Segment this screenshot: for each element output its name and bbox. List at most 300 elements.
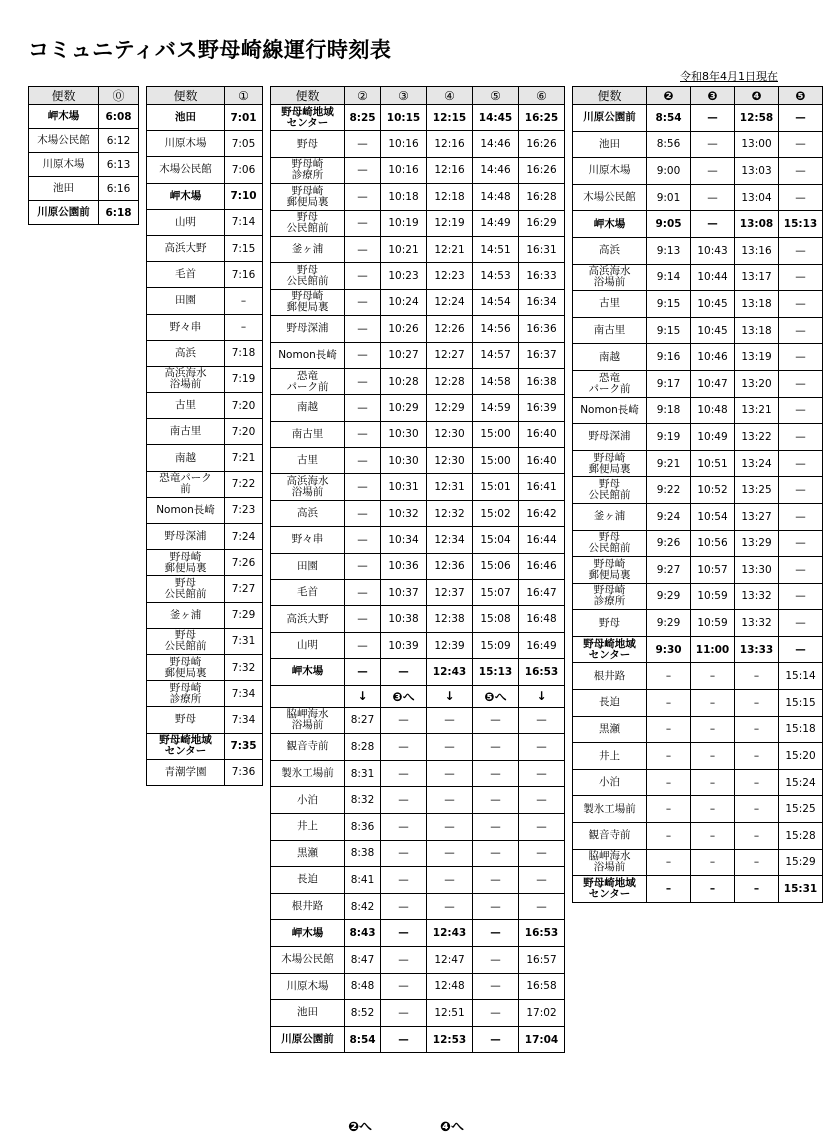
stop-name-cell: 恐竜パーク 前 [147,471,225,497]
time-cell: — [427,760,473,787]
time-cell: – [647,663,691,690]
table-header: ② [345,87,381,105]
time-cell: 10:56 [691,530,735,557]
time-cell: 10:30 [381,421,427,447]
stop-name-cell: 釜ヶ浦 [147,602,225,628]
table-row [573,823,823,850]
stop-name-cell: 南越 [147,445,225,471]
stop-name-cell: 黒瀬 [573,716,647,743]
transfer-note-5: ❺へ [473,685,519,707]
table-row [29,177,139,201]
time-cell: 7:18 [225,340,263,366]
time-cell: — [381,734,427,761]
table-header: ⓪ [99,87,139,105]
stop-name-cell: 南古里 [573,317,647,344]
time-cell: 13:17 [735,264,779,291]
time-cell: 16:33 [519,263,565,289]
stop-name-cell: 木場公民館 [147,157,225,183]
time-cell: 15:13 [779,211,823,238]
time-cell: 12:18 [427,184,473,210]
time-cell: – [225,288,263,314]
time-cell: — [473,946,519,973]
stop-name-cell: 脇岬海水 浴場前 [573,849,647,876]
time-cell: — [427,813,473,840]
time-cell: 7:22 [225,471,263,497]
stop-name-cell: 野母 [573,610,647,637]
table-row [271,210,565,236]
time-cell: 15:20 [779,743,823,770]
time-cell: 8:27 [345,707,381,734]
time-cell: — [473,840,519,867]
stop-name-cell: 毛首 [147,262,225,288]
time-cell: 15:28 [779,823,823,850]
table-row [147,262,263,288]
time-cell: — [779,370,823,397]
table-row [147,733,263,759]
stop-name-cell: 野母崎地域 センター [573,876,647,903]
table-row [271,787,565,814]
time-cell: — [381,1026,427,1053]
table-row [271,342,565,368]
time-cell: 13:19 [735,344,779,371]
table-header: 便数 [29,87,99,105]
timetable-return-trips [572,86,823,903]
stop-name-cell: 長迫 [573,690,647,717]
time-cell: 14:49 [473,210,519,236]
time-cell: 7:10 [225,183,263,209]
time-cell: 9:18 [647,397,691,424]
time-cell: 16:53 [519,920,565,947]
timetable-trip-1 [146,86,263,786]
time-cell: 10:30 [381,448,427,474]
stop-name-cell: 井上 [573,743,647,770]
time-cell: 8:47 [345,946,381,973]
continuation-cell: ↓ [345,685,381,707]
table-row [573,344,823,371]
time-cell: – [647,690,691,717]
time-cell: 14:51 [473,236,519,262]
time-cell: 10:48 [691,397,735,424]
stop-name-cell: 野母深浦 [147,524,225,550]
stop-name-cell: 野母 公民館前 [573,530,647,557]
time-cell: 11:00 [691,636,735,663]
time-cell: — [345,500,381,526]
time-cell: — [345,421,381,447]
table-row [573,557,823,584]
stop-name-cell: 南越 [271,395,345,421]
time-cell: – [735,743,779,770]
time-cell: — [381,707,427,734]
stop-name-cell: 田園 [147,288,225,314]
stop-name-cell: 野母深浦 [271,316,345,342]
table-row [147,288,263,314]
stop-name-cell: 野母崎 診療所 [271,157,345,183]
stop-name-cell: 野母崎 郵便局裏 [147,654,225,680]
table-row [147,524,263,550]
time-cell: – [647,849,691,876]
time-cell: – [691,769,735,796]
time-cell: 14:46 [473,157,519,183]
time-cell: — [427,893,473,920]
table-row [147,550,263,576]
table-row [147,419,263,445]
time-cell: – [735,663,779,690]
time-cell: 9:21 [647,450,691,477]
time-cell: — [345,580,381,606]
time-cell: 12:28 [427,368,473,394]
stop-name-cell: 野母崎地域 センター [573,636,647,663]
time-cell: – [647,876,691,903]
time-cell: 7:24 [225,524,263,550]
time-cell: 7:36 [225,759,263,785]
time-cell: 9:15 [647,317,691,344]
table-row [573,397,823,424]
table-header: ③ [381,87,427,105]
time-cell: – [735,796,779,823]
time-cell: – [647,743,691,770]
time-cell: 10:39 [381,632,427,658]
table-header: 便数 [147,87,225,105]
time-cell: 14:45 [473,105,519,131]
time-cell: 7:34 [225,707,263,733]
time-cell: 13:32 [735,610,779,637]
time-cell: 15:15 [779,690,823,717]
table-row [271,184,565,210]
time-cell: — [473,1026,519,1053]
table-row [271,580,565,606]
time-cell: — [779,450,823,477]
time-cell: – [735,769,779,796]
time-cell: – [691,876,735,903]
time-cell: 12:16 [427,157,473,183]
time-cell: — [427,840,473,867]
time-cell: 14:48 [473,184,519,210]
table-row [147,497,263,523]
time-cell: 13:21 [735,397,779,424]
time-cell: — [345,157,381,183]
time-cell: — [427,787,473,814]
time-cell: 9:22 [647,477,691,504]
time-cell: — [381,893,427,920]
time-cell: — [427,867,473,894]
table-row [573,105,823,132]
table-row [147,183,263,209]
stop-name-cell: 川原公園前 [573,105,647,132]
table-row [29,105,139,129]
time-cell: 13:03 [735,158,779,185]
stop-name-cell: 木場公民館 [271,946,345,973]
time-cell: 16:37 [519,342,565,368]
time-cell: 9:17 [647,370,691,397]
table-row [147,105,263,131]
stop-name-cell: 野母 公民館前 [271,263,345,289]
time-cell: 16:25 [519,105,565,131]
time-cell: 8:25 [345,105,381,131]
time-cell: 12:31 [427,474,473,500]
time-cell: 16:48 [519,606,565,632]
time-cell: 10:45 [691,291,735,318]
stop-name-cell: 製氷工場前 [573,796,647,823]
time-cell: — [779,397,823,424]
table-row [271,1026,565,1053]
time-cell: — [519,760,565,787]
table-row [271,707,565,734]
time-cell: 12:26 [427,316,473,342]
stop-name-cell: 野母崎 診療所 [147,681,225,707]
table-row [147,209,263,235]
time-cell: 12:27 [427,342,473,368]
time-cell: 13:18 [735,317,779,344]
stop-name-cell: 古里 [573,291,647,318]
time-cell: 15:04 [473,527,519,553]
stop-name-cell: Nomon長崎 [573,397,647,424]
stop-name-cell: 岬木場 [271,920,345,947]
time-cell: – [647,796,691,823]
table-row [271,553,565,579]
continuation-cell: ↓ [519,685,565,707]
time-cell: 16:38 [519,368,565,394]
time-cell: 16:41 [519,474,565,500]
time-cell: 12:34 [427,527,473,553]
time-cell: 7:35 [225,733,263,759]
table-row [271,813,565,840]
stop-name-cell: 井上 [271,813,345,840]
time-cell: 8:56 [647,131,691,158]
stop-name-cell: 池田 [29,177,99,201]
time-cell: 10:23 [381,263,427,289]
time-cell: 13:20 [735,370,779,397]
table-row [271,840,565,867]
time-cell: 16:31 [519,236,565,262]
time-cell: 9:30 [647,636,691,663]
time-cell: — [345,131,381,157]
time-cell: 10:18 [381,184,427,210]
time-cell: 12:16 [427,131,473,157]
table-row [271,131,565,157]
table-header: ❸ [691,87,735,105]
table-row [147,628,263,654]
time-cell: 7:06 [225,157,263,183]
table-row [573,503,823,530]
table-row [573,237,823,264]
table-row [573,769,823,796]
transfer-row [271,685,565,707]
stop-name-cell: 岬木場 [271,659,345,685]
time-cell: 10:28 [381,368,427,394]
time-cell: 7:21 [225,445,263,471]
stop-name-cell: 池田 [147,105,225,131]
stop-name-cell: 高浜 [271,500,345,526]
time-cell: 13:04 [735,184,779,211]
time-cell: – [225,314,263,340]
time-cell: — [381,867,427,894]
table-header: ⑤ [473,87,519,105]
time-cell: 10:52 [691,477,735,504]
time-cell: 16:47 [519,580,565,606]
time-cell: 17:02 [519,1000,565,1027]
table-header: ① [225,87,263,105]
time-cell: 9:00 [647,158,691,185]
time-cell: 12:48 [427,973,473,1000]
time-cell: 12:32 [427,500,473,526]
time-cell: – [691,663,735,690]
time-cell: 14:56 [473,316,519,342]
stop-name-cell: 野母 公民館前 [147,576,225,602]
time-cell: 12:43 [427,659,473,685]
time-cell: — [779,610,823,637]
time-cell: — [473,893,519,920]
stop-name-cell: 根井路 [271,893,345,920]
time-cell: 16:57 [519,946,565,973]
time-cell: 15:24 [779,769,823,796]
time-cell: – [691,796,735,823]
time-cell: — [519,867,565,894]
stop-name-cell: 青潮学園 [147,759,225,785]
time-cell: — [381,973,427,1000]
stop-name-cell: 観音寺前 [573,823,647,850]
time-cell: 15:09 [473,632,519,658]
stop-name-cell: 池田 [573,131,647,158]
time-cell: – [691,823,735,850]
time-cell: 15:02 [473,500,519,526]
time-cell: 9:05 [647,211,691,238]
time-cell: 16:36 [519,316,565,342]
time-cell: — [519,734,565,761]
table-row [271,157,565,183]
stop-name-cell: 小泊 [573,769,647,796]
time-cell: 14:46 [473,131,519,157]
time-cell: 10:59 [691,583,735,610]
stop-name-cell: 毛首 [271,580,345,606]
table-row [573,264,823,291]
stop-name-cell: 野母崎 郵便局裏 [271,184,345,210]
stop-name-cell: 山明 [271,632,345,658]
time-cell: — [779,105,823,132]
time-cell: 10:59 [691,610,735,637]
stop-name-cell: 川原木場 [573,158,647,185]
time-cell: 7:27 [225,576,263,602]
time-cell: 12:58 [735,105,779,132]
time-cell: — [519,813,565,840]
time-cell: 8:43 [345,920,381,947]
time-cell: — [691,131,735,158]
time-cell: 7:23 [225,497,263,523]
stop-name-cell: 木場公民館 [29,129,99,153]
table-row [271,105,565,131]
time-cell: 15:29 [779,849,823,876]
time-cell: 12:23 [427,263,473,289]
time-cell: 13:25 [735,477,779,504]
time-cell: 15:08 [473,606,519,632]
stop-name-cell: Nomon長崎 [271,342,345,368]
time-cell: — [691,211,735,238]
time-cell: 14:58 [473,368,519,394]
time-cell: — [345,395,381,421]
transfer-note-2: ❷へ [348,1120,373,1135]
time-cell: 15:06 [473,553,519,579]
time-cell: — [779,424,823,451]
time-cell: 9:13 [647,237,691,264]
time-cell: 10:57 [691,557,735,584]
time-cell: 10:44 [691,264,735,291]
time-cell: 8:54 [345,1026,381,1053]
time-cell: 10:37 [381,580,427,606]
time-cell: — [779,344,823,371]
stop-name-cell: 田園 [271,553,345,579]
time-cell: — [473,867,519,894]
table-row [147,314,263,340]
time-cell: 7:01 [225,105,263,131]
table-row [147,340,263,366]
time-cell: — [691,184,735,211]
time-cell: — [345,342,381,368]
time-cell: 8:32 [345,787,381,814]
time-cell: 8:38 [345,840,381,867]
stop-name-cell: 南越 [573,344,647,371]
time-cell: 16:42 [519,500,565,526]
time-cell: 12:19 [427,210,473,236]
stop-name-cell: 高浜海水 浴場前 [271,474,345,500]
table-row [573,583,823,610]
time-cell: 16:53 [519,659,565,685]
stop-name-cell: 釜ヶ浦 [573,503,647,530]
continuation-cell [271,685,345,707]
table-row [271,893,565,920]
table-row [147,366,263,392]
time-cell: 16:26 [519,131,565,157]
stop-name-cell: 野母崎地域 センター [147,733,225,759]
time-cell: 10:16 [381,157,427,183]
time-cell: — [473,813,519,840]
time-cell: 9:27 [647,557,691,584]
time-cell: 10:27 [381,342,427,368]
stop-name-cell: 川原公園前 [271,1026,345,1053]
time-cell: 9:24 [647,503,691,530]
table-row [573,184,823,211]
time-cell: 15:25 [779,796,823,823]
stop-name-cell: 長迫 [271,867,345,894]
time-cell: 7:15 [225,235,263,261]
table-row [147,681,263,707]
time-cell: 13:22 [735,424,779,451]
time-cell: 13:32 [735,583,779,610]
time-cell: 16:29 [519,210,565,236]
transfer-note-4: ❹へ [440,1120,465,1135]
time-cell: — [381,813,427,840]
table-row [147,393,263,419]
time-cell: – [735,690,779,717]
time-cell: 17:04 [519,1026,565,1053]
time-cell: 6:18 [99,201,139,225]
time-cell: 8:28 [345,734,381,761]
time-cell: – [691,743,735,770]
time-cell: 16:39 [519,395,565,421]
time-cell: – [735,876,779,903]
time-cell: 10:49 [691,424,735,451]
table-row [573,131,823,158]
time-cell: 16:40 [519,448,565,474]
stop-name-cell: 岬木場 [573,211,647,238]
time-cell: 12:53 [427,1026,473,1053]
time-cell: 13:33 [735,636,779,663]
table-row [271,527,565,553]
time-cell: 8:41 [345,867,381,894]
table-row [573,663,823,690]
time-cell: — [779,636,823,663]
time-cell: 9:01 [647,184,691,211]
stop-name-cell: 野母 公民館前 [271,210,345,236]
stop-name-cell: 野母 公民館前 [573,477,647,504]
